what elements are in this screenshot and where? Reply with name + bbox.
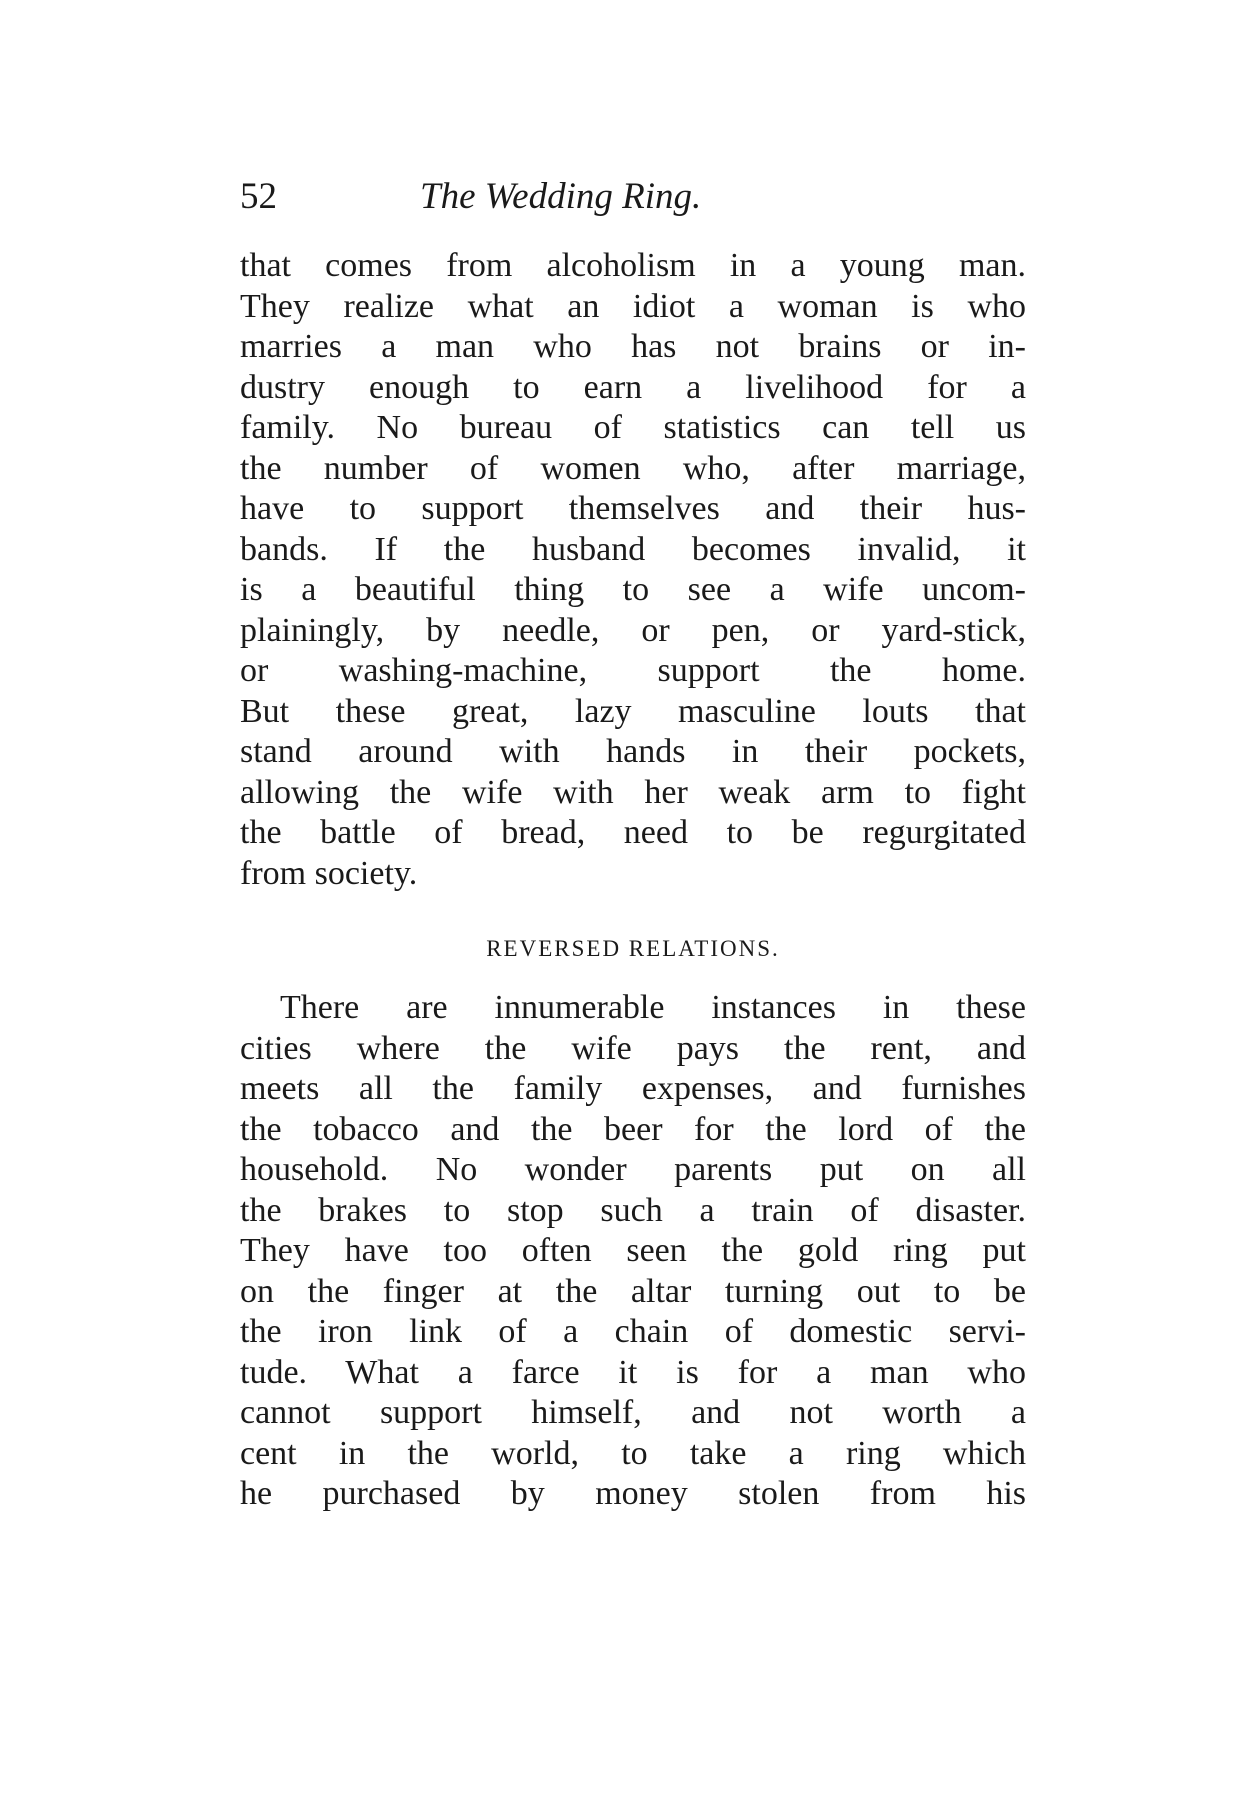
text-line: marries a man who has not brains or in-: [240, 328, 1026, 365]
page-number: 52: [240, 176, 277, 217]
text-line: They have too often seen the gold ring put: [240, 1232, 1026, 1269]
text-line: dustry enough to earn a livelihood for a: [240, 368, 1026, 406]
text-line: the brakes to stop such a train of disaster.: [240, 1191, 1026, 1229]
text-line: that comes from alcoholism in a young man.: [240, 247, 1026, 284]
section-heading: REVERSED RELATIONS.: [486, 936, 780, 961]
text-line: he purchased by money stolen from his: [240, 1475, 1026, 1512]
text-line: the iron link of a chain of domestic servi-: [240, 1313, 1026, 1350]
paragraph-2: [240, 988, 1026, 1515]
text-line: family. No bureau of statistics can tell us: [240, 409, 1026, 446]
text-line: meets all the family expenses, and furnishes: [240, 1070, 1026, 1107]
text-line: plainingly, by needle, or pen, or yard-stick,: [240, 611, 1026, 649]
text-line: But these great, lazy masculine louts that: [240, 692, 1026, 730]
text-line: the number of women who, after marriage,: [240, 449, 1026, 487]
text-line: the tobacco and the beer for the lord of the: [240, 1110, 1026, 1148]
paragraph-1: [240, 246, 1026, 894]
text-line: the battle of bread, need to be regurgitated: [240, 814, 1026, 851]
text-line: from society.: [240, 854, 418, 892]
text-line: on the finger at the altar turning out to be: [240, 1272, 1026, 1310]
running-head: [240, 172, 1040, 222]
text-line: or washing-machine, support the home.: [240, 652, 1026, 689]
text-line: is a beautiful thing to see a wife uncom-: [240, 571, 1026, 608]
text-line: allowing the wife with her weak arm to fight: [240, 773, 1026, 811]
text-line: have to support themselves and their hus-: [240, 490, 1026, 527]
text-line: They realize what an idiot a woman is who: [240, 287, 1026, 325]
text-line: cannot support himself, and not worth a: [240, 1394, 1026, 1431]
text-line: bands. If the husband becomes invalid, it: [240, 530, 1026, 568]
running-title: The Wedding Ring.: [420, 176, 702, 217]
text-line: tude. What a farce it is for a man who: [240, 1353, 1026, 1391]
text-line: stand around with hands in their pockets,: [240, 733, 1026, 770]
text-line: cent in the world, to take a ring which: [240, 1434, 1026, 1472]
text-line: household. No wonder parents put on all: [240, 1151, 1026, 1188]
text-line: cities where the wife pays the rent, and: [240, 1029, 1026, 1067]
text-line: There are innumerable instances in these: [280, 989, 1026, 1026]
